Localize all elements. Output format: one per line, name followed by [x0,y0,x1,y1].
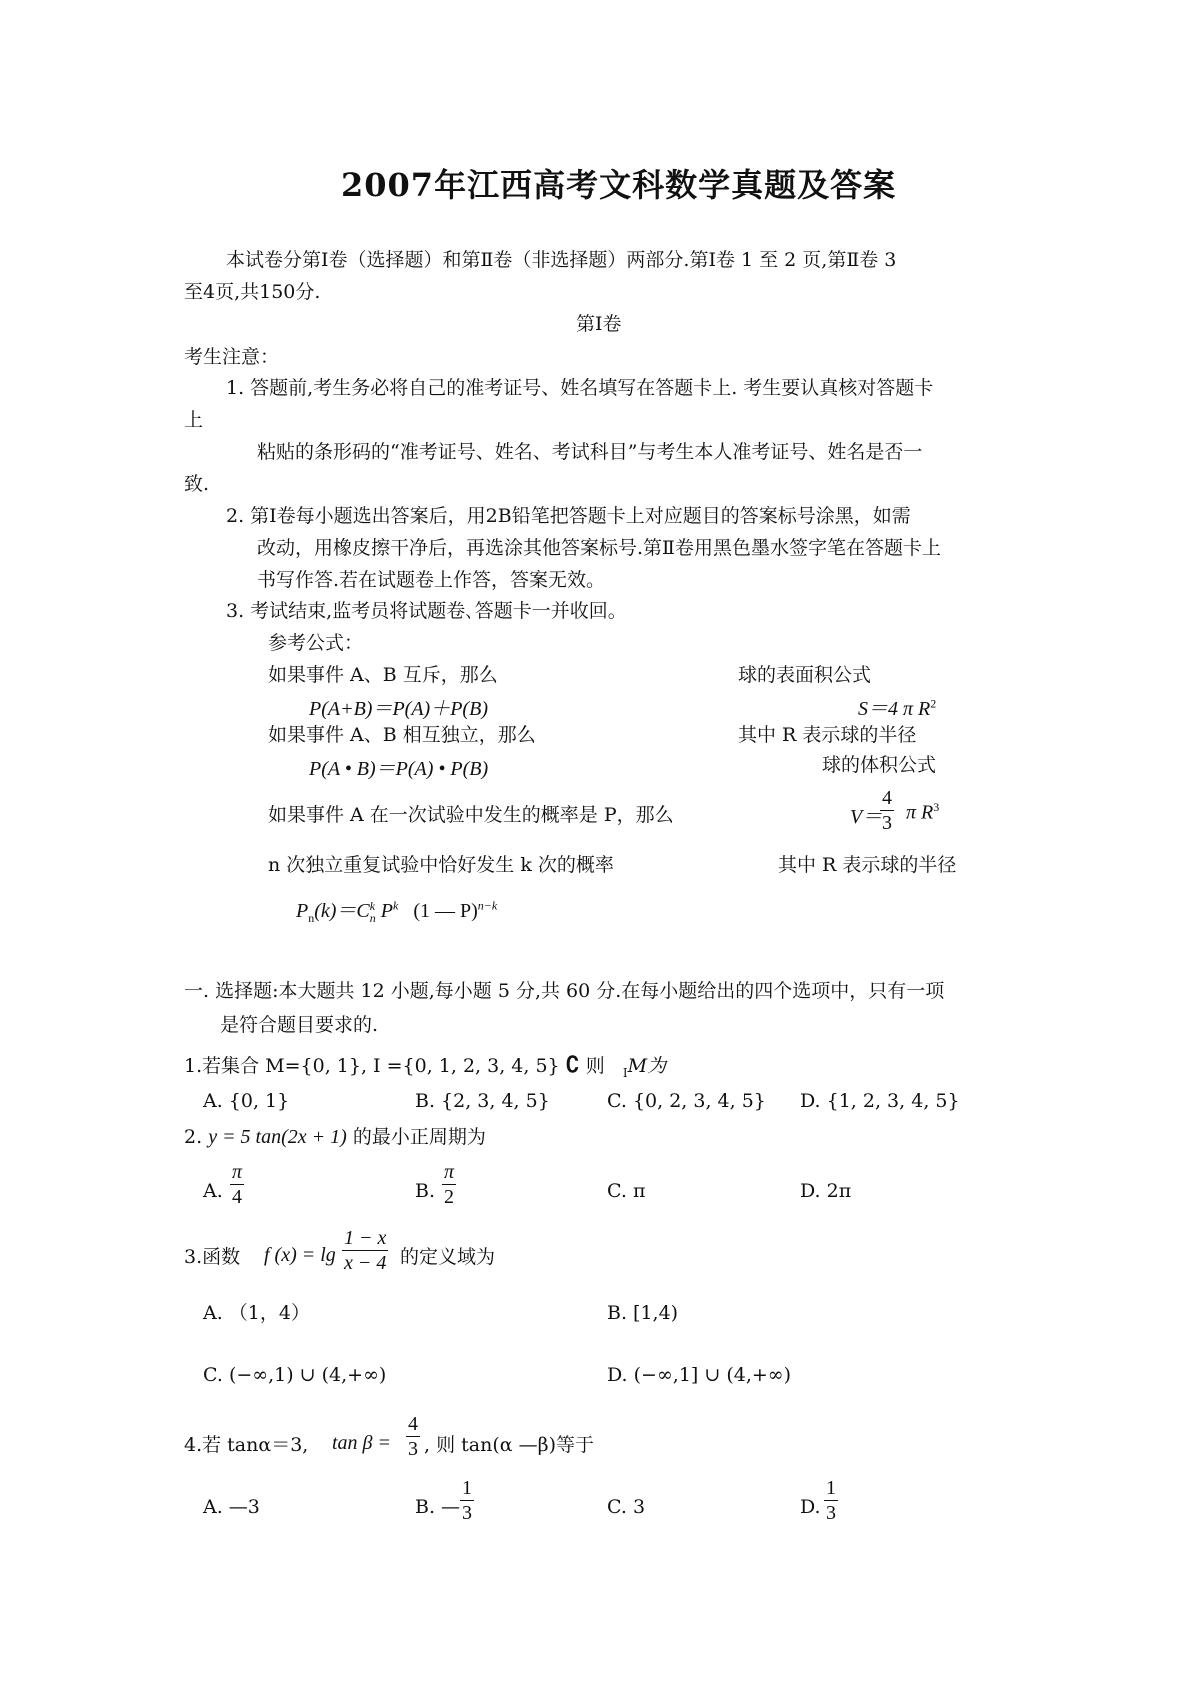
complement-icon: ∁ [565,1052,580,1078]
q2-option-b-label: B. [415,1180,436,1202]
q4-option-b-fraction [460,1476,474,1525]
q3-stem-math: f (x) = lg [264,1244,336,1266]
section1-line-1: 一. 选择题:本大题共 12 小题,每小题 5 分,共 60 分.在每小题给出的四个选项中，只有一项 [184,980,945,1002]
sphere-volume-rhs-text: π R [906,801,934,824]
sphere-volume-den: 3 [882,812,892,834]
q4-option-d-label: D. [800,1496,821,1518]
q4-option-c: C. 3 [607,1496,646,1518]
sphere-area-exp: 2 [930,696,937,711]
sphere-area-label: 球的表面积公式 [738,664,872,686]
formula-exclusive-text: 如果事件 A、B 互斥，那么 [268,664,498,686]
sphere-volume-fraction [880,786,894,835]
formula-heading: 参考公式： [268,632,364,654]
q4-d-num: 1 [826,1477,836,1499]
formula-independent-text: 如果事件 A、B 相互独立，那么 [268,724,536,746]
q2-option-b-fraction [442,1160,456,1209]
binomial-sup-k: k [369,899,376,914]
q3-option-b: B. [1,4) [607,1302,679,1324]
sphere-area-eq-text: S＝4 π R [858,698,931,720]
q2-a-num: π [232,1161,243,1183]
q2-stem-text: 的最小正周期为 [352,1126,486,1148]
q3-option-c: C. (−∞,1) ∪ (4,+∞) [203,1364,387,1386]
radius-note-1: 其中 R 表示球的半径 [738,724,917,746]
binomial-sub-n: n [308,911,315,925]
section1-line-2: 是符合题目要求的. [220,1014,379,1036]
formula-independent-eq: P(A • B)＝P(A) • P(B) [309,758,489,780]
formula-binomial-text: n 次独立重复试验中恰好发生 k 次的概率 [268,854,614,876]
q4-frac-den: 3 [408,1438,418,1460]
notice-2-line-1: 2. 第Ⅰ卷每小题选出答案后，用2B铅笔把答题卡上对应题目的答案标号涂黑，如需 [226,505,911,527]
binomial-tail: (1 — P) [413,900,478,922]
q3-frac-num: 1 − x [344,1227,387,1249]
q2-option-a-fraction [230,1160,244,1209]
formula-bernoulli-text: 如果事件 A 在一次试验中发生的概率是 P，那么 [268,804,674,826]
notice-heading: 考生注意： [184,346,280,368]
q3-option-a: A. （1，4） [203,1302,310,1324]
q1-option-b: B. {2, 3, 4, 5} [415,1090,550,1112]
sphere-volume-label: 球的体积公式 [822,754,937,776]
q2-option-a-label: A. [203,1180,223,1202]
radius-note-2: 其中 R 表示球的半径 [778,854,957,876]
q4-stem-fraction [406,1412,420,1461]
q3-fraction [342,1226,388,1275]
q1-option-d: D. {1, 2, 3, 4, 5} [800,1090,960,1112]
sphere-volume-exp: 3 [933,800,940,814]
part1-heading: 第Ⅰ卷 [576,313,622,335]
q2-stem-num: 2. [184,1126,203,1148]
sphere-volume-rhs [906,800,939,825]
sphere-area-eq [858,692,936,721]
q4-stem-c: , 则 tan(α —β)等于 [424,1434,594,1456]
q4-b-num: 1 [462,1477,472,1499]
q2-stem [184,1124,486,1150]
intro-line-1: 本试卷分第Ⅰ卷（选择题）和第Ⅱ卷（非选择题）两部分.第Ⅰ卷 1 至 2 页,第Ⅱ卷 3 [226,249,897,271]
q1-stem-b: 则 [585,1055,605,1077]
q2-b-num: π [444,1161,455,1183]
q4-option-d-fraction [824,1476,838,1525]
q2-option-d: D. 2π [800,1180,852,1202]
q4-frac-num: 4 [408,1413,418,1435]
q4-stem-a: 4.若 tanα＝3, [184,1434,309,1456]
q2-stem-math: y = 5 tan(2x + 1) [208,1126,347,1148]
formula-exclusive-eq: P(A+B)＝P(A)＋P(B) [309,698,488,720]
notice-2-line-2: 改动，用橡皮擦干净后，再选涂其他答案标号.第Ⅱ卷用黑色墨水签字笔在答题卡上 [257,537,941,559]
q2-b-den: 2 [444,1186,455,1208]
notice-3-line-1: 3. 考试结束,监考员将试题卷､答题卡一并收回。 [226,600,627,622]
notice-1-line-4: 致. [184,473,210,495]
q4-option-a: A. —3 [203,1496,260,1518]
binomial-p: P [296,900,309,922]
sphere-volume-lhs: V＝ [850,806,883,828]
notice-1-line-3: 粘贴的条形码的“准考证号、姓名、考试科目”与考生本人准考证号、姓名是否一 [257,441,923,463]
intro-line-2: 至4页,共150分. [184,281,321,303]
q4-b-den: 3 [462,1502,472,1524]
binomial-exp: n−k [477,898,498,913]
binomial-pk: k [392,898,399,913]
q4-option-b-label: B. — [415,1496,461,1518]
notice-1-line-2: 上 [184,409,204,431]
q1-stem-sub: I [622,1065,628,1080]
q1-stem-a: 1.若集合 M={0, 1}, I ={0, 1, 2, 3, 4, 5} [184,1055,560,1077]
binomial-p2: P [380,900,393,922]
notice-1-line-1: 1. 答题前,考生务必将自己的准考证号、姓名填写在答题卡上. 考生要认真核对答题卡 [226,377,934,399]
q3-frac-den: x − 4 [344,1252,387,1274]
q4-d-den: 3 [826,1502,836,1524]
q1-option-c: C. {0, 2, 3, 4, 5} [607,1090,766,1112]
formula-binomial-eq [296,894,497,926]
binomial-sub-n2: n [369,911,376,926]
q3-option-d: D. (−∞,1] ∪ (4,+∞) [607,1364,792,1386]
q2-option-c: C. π [607,1180,646,1202]
q3-stem-num: 3.函数 [184,1246,241,1268]
sphere-volume-num: 4 [882,787,892,809]
q4-stem-b: tan β = [332,1432,392,1454]
page-title: 2007年江西高考文科数学真题及答案 [341,166,897,204]
q1-stem [184,1052,666,1086]
notice-2-line-3: 书写作答.若在试题卷上作答，答案无效。 [257,569,606,591]
q1-stem-c: M为 [627,1055,667,1077]
q1-option-a: A. {0, 1} [203,1090,290,1112]
q2-a-den: 4 [232,1186,243,1208]
q3-stem-text: 的定义域为 [400,1246,496,1268]
binomial-eq-rest: (k)＝C [314,900,370,922]
